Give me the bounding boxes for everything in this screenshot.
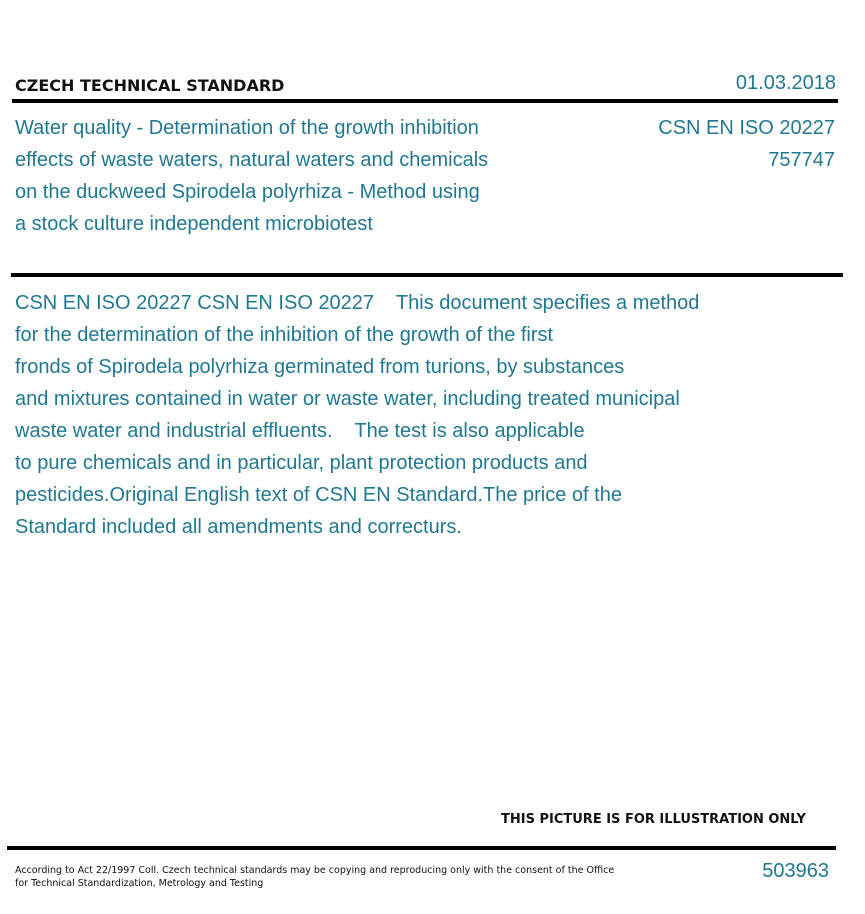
header-date: 01.03.2018 — [735, 72, 836, 94]
title-line: effects of waste waters, natural waters and chemicals — [15, 149, 489, 171]
title-line: on the duckweed Spirodela polyrhiza - Method using — [15, 181, 480, 203]
title-line: Water quality - Determination of the growth inhibition — [15, 117, 479, 139]
description-line: for the determination of the inhibition of the growth of the first — [15, 324, 554, 346]
description-line: to pure chemicals and in particular, plant protection products and — [15, 452, 588, 474]
standard-code-block — [658, 112, 835, 176]
title-line: a stock culture independent microbiotest — [15, 213, 373, 235]
description-line: fronds of Spirodela polyrhiza germinated from turions, by substances — [15, 356, 625, 378]
footer-note-line: for Technical Standardization, Metrology and Testing — [15, 878, 264, 889]
footer-legal-note — [15, 864, 614, 890]
description-text — [15, 287, 815, 543]
standard-code: CSN EN ISO 20227 — [658, 117, 835, 139]
footer-note-line: According to Act 22/1997 Coll. Czech technical standards may be copying and reproducing only with the consent of the Office — [15, 865, 615, 876]
description-line: CSN EN ISO 20227 CSN EN ISO 20227 This document specifies a method — [15, 292, 700, 314]
description-line: waste water and industrial effluents. The test is also applicable — [15, 420, 585, 442]
header-rule — [12, 99, 838, 103]
description-line: and mixtures contained in water or waste water, including treated municipal — [15, 388, 680, 410]
illustration-note: THIS PICTURE IS FOR ILLUSTRATION ONLY — [501, 812, 806, 827]
section-rule — [11, 273, 843, 277]
catalog-number: 757747 — [768, 149, 835, 171]
header-label: CZECH TECHNICAL STANDARD — [15, 76, 285, 95]
description-line: Standard included all amendments and correcturs. — [15, 516, 462, 538]
standard-title — [15, 112, 555, 240]
footer-id: 503963 — [762, 860, 829, 882]
description-line: pesticides.Original English text of CSN EN Standard.The price of the — [15, 484, 622, 506]
footer-rule — [7, 846, 836, 850]
